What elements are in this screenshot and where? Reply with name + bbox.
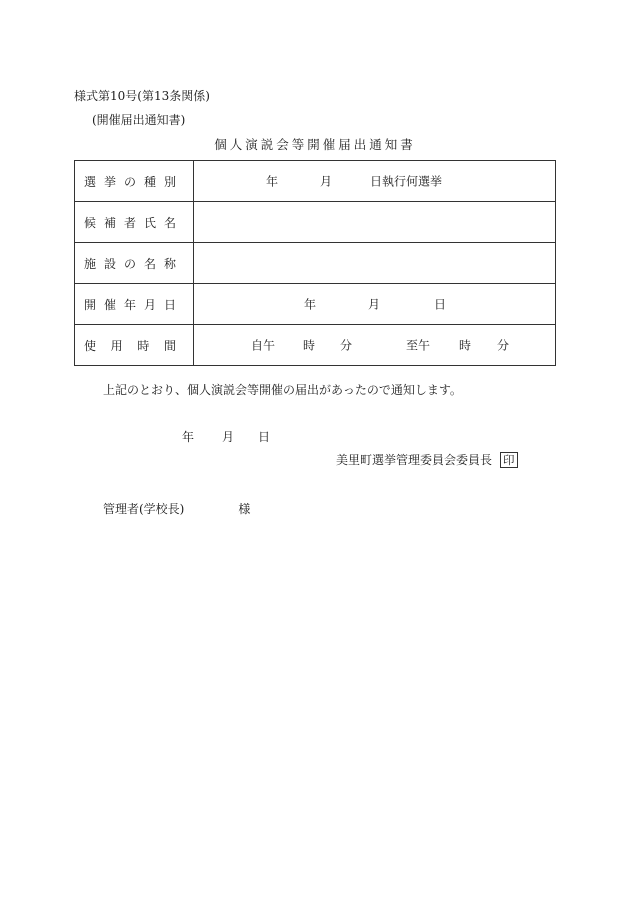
election-month-unit: 月 [320,174,333,189]
table-row-facility-name [75,243,556,284]
table-row-election-type [75,161,556,202]
election-day-unit: 日執行何選挙 [370,174,443,189]
time-to-minute-unit: 分 [497,338,510,353]
addressee-line [103,500,250,517]
label-char: 施 [84,256,97,271]
value-facility-name[interactable] [194,243,556,284]
label-char: 間 [163,338,176,353]
label-usage-time [75,325,194,366]
issue-month-unit: 月 [222,430,235,444]
label-char: 時 [137,338,150,353]
form-subtitle: (開催届出通知書) [92,113,186,127]
honorific: 様 [238,502,251,516]
label-facility-name [75,243,194,284]
event-year-unit: 年 [304,297,317,312]
notice-table [74,160,556,366]
value-event-date[interactable] [194,284,556,325]
addressee-name: 管理者(学校長) [103,502,185,516]
label-char: 称 [163,256,176,271]
label-event-date [75,284,194,325]
table-row-event-date [75,284,556,325]
issue-day-unit: 日 [258,430,271,444]
seal-mark: 印 [500,452,518,468]
notice-statement: 上記のとおり、個人演説会等開催の届出があったので通知します。 [103,383,462,397]
value-candidate-name[interactable] [194,202,556,243]
label-char: 開 [84,297,97,312]
label-char: 種 [143,174,156,189]
time-from-label: 自午 [251,338,276,353]
label-char: 別 [163,174,176,189]
label-char: 月 [143,297,156,312]
time-to-hour-unit: 時 [459,338,472,353]
time-from-minute-unit: 分 [340,338,353,353]
form-number: 様式第10号(第13条関係) [74,89,210,103]
election-year-unit: 年 [266,174,279,189]
label-char: 氏 [143,215,156,230]
time-from-hour-unit: 時 [303,338,316,353]
label-char: 催 [103,297,116,312]
label-char: 使 [84,338,97,353]
time-to-label: 至午 [406,338,431,353]
label-char: 名 [143,256,156,271]
event-day-unit: 日 [434,297,447,312]
event-month-unit: 月 [368,297,381,312]
label-char: 名 [163,215,176,230]
value-election-type[interactable] [194,161,556,202]
issuer-block [336,451,518,468]
issue-year-unit: 年 [182,430,195,444]
table-row-candidate-name [75,202,556,243]
label-char: 設 [103,256,116,271]
label-char: 挙 [103,174,116,189]
label-char: の [123,174,136,189]
label-char: 補 [103,215,116,230]
label-char: 用 [110,338,123,353]
label-election-type [75,161,194,202]
table-row-usage-time [75,325,556,366]
label-char: 者 [123,215,136,230]
document-title: 個人演説会等開催届出通知書 [214,137,416,152]
label-char: 選 [84,174,97,189]
label-candidate-name [75,202,194,243]
label-char: の [123,256,136,271]
label-char: 年 [123,297,136,312]
label-char: 候 [84,215,97,230]
issuer-name: 美里町選挙管理委員会委員長 [336,453,493,467]
value-usage-time[interactable] [194,325,556,366]
label-char: 日 [163,297,176,312]
